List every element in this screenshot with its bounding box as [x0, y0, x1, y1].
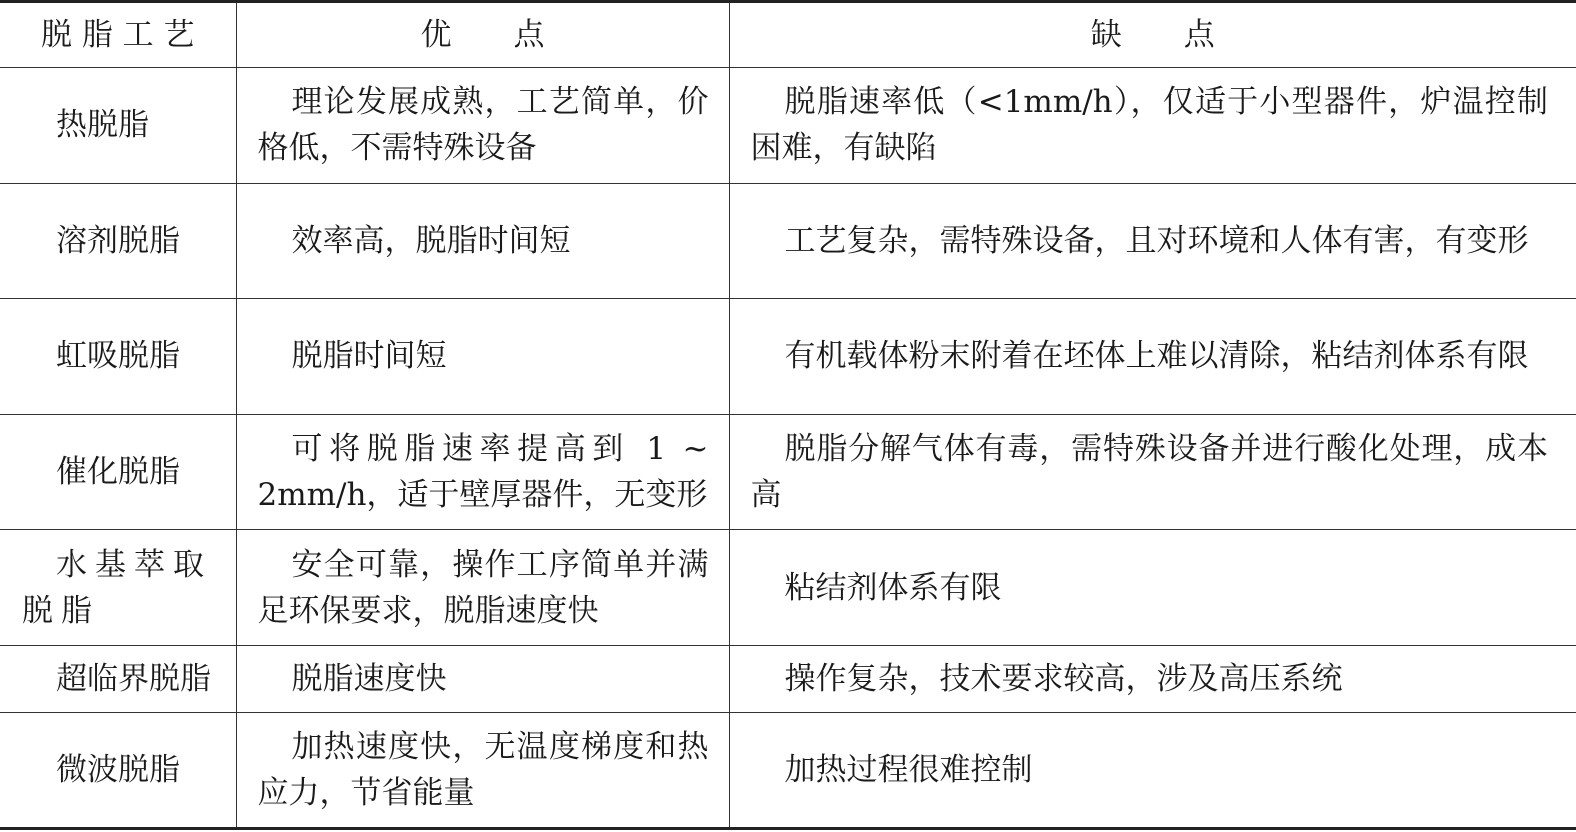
table-row [0, 530, 1576, 646]
disadvantages-cell: 有机载体粉末附着在坯体上难以清除，粘结剂体系有限 [729, 299, 1576, 415]
disadvantages-cell: 粘结剂体系有限 [729, 530, 1576, 646]
process-cell: 溶剂脱脂 [0, 183, 236, 299]
advantages-cell: 可将脱脂速率提高到 1 ~ 2mm/h，适于壁厚器件，无变形 [236, 414, 729, 530]
table-body [0, 68, 1576, 829]
advantages-cell: 脱脂时间短 [236, 299, 729, 415]
header-process: 脱 脂 工 艺 [0, 2, 236, 68]
process-cell: 超临界脱脂 [0, 645, 236, 712]
header-row [0, 2, 1576, 68]
disadvantages-cell: 脱脂速率低（<1mm/h），仅适于小型器件，炉温控制困难，有缺陷 [729, 68, 1576, 184]
process-cell: 虹吸脱脂 [0, 299, 236, 415]
process-cell: 微波脱脂 [0, 713, 236, 829]
header-advantages: 优 点 [236, 2, 729, 68]
table-row [0, 183, 1576, 299]
table-row [0, 299, 1576, 415]
table-row [0, 68, 1576, 184]
disadvantages-cell: 工艺复杂，需特殊设备，且对环境和人体有害，有变形 [729, 183, 1576, 299]
process-cell: 水基萃取脱脂 [0, 530, 236, 646]
table-row [0, 414, 1576, 530]
table-row [0, 645, 1576, 712]
disadvantages-cell: 脱脂分解气体有毒，需特殊设备并进行酸化处理，成本高 [729, 414, 1576, 530]
table-header [0, 2, 1576, 68]
advantages-cell: 安全可靠，操作工序简单并满足环保要求，脱脂速度快 [236, 530, 729, 646]
advantages-cell: 理论发展成熟，工艺简单，价格低，不需特殊设备 [236, 68, 729, 184]
advantages-cell: 加热速度快，无温度梯度和热应力，节省能量 [236, 713, 729, 829]
header-disadvantages: 缺 点 [729, 2, 1576, 68]
process-cell: 热脱脂 [0, 68, 236, 184]
advantages-cell: 脱脂速度快 [236, 645, 729, 712]
table-row [0, 713, 1576, 829]
process-cell: 催化脱脂 [0, 414, 236, 530]
disadvantages-cell: 操作复杂，技术要求较高，涉及高压系统 [729, 645, 1576, 712]
advantages-cell: 效率高，脱脂时间短 [236, 183, 729, 299]
disadvantages-cell: 加热过程很难控制 [729, 713, 1576, 829]
